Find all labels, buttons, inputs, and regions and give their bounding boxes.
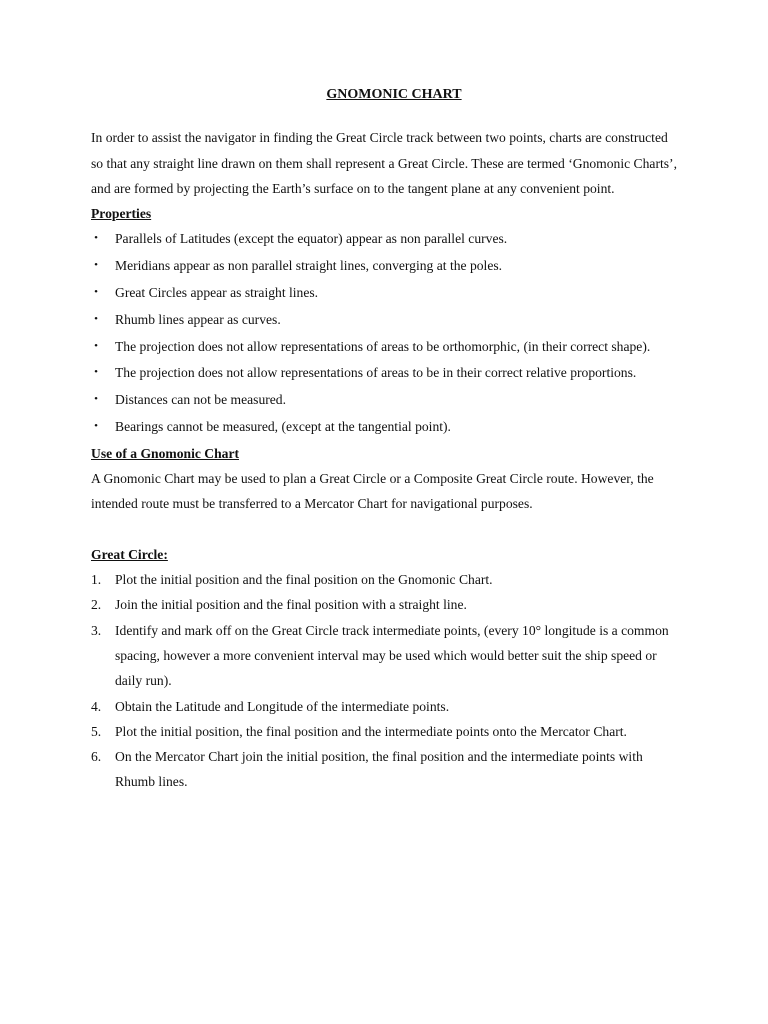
use-heading: Use of a Gnomonic Chart xyxy=(91,445,240,461)
bullet-icon: • xyxy=(94,393,98,406)
step-text: Identify and mark off on the Great Circle track intermediate points, (every 10° longitude is a common spacing, however a more convenient interval may be used which would better suit the ship speed or daily run). xyxy=(115,622,669,689)
document-title: GNOMONIC CHART xyxy=(326,87,462,102)
intro-paragraph: In order to assist the navigator in finding the Great Circle track between two points, charts are constructed so that any straight line drawn on them shall represent a Great Circle. These are termed ‘Gnomonic Charts’, and are formed by projecting the Earth’s surface on to the tangent plane at any convenient point. xyxy=(91,130,677,196)
list-item xyxy=(91,744,681,795)
step-number: 1. xyxy=(91,572,102,588)
list-item xyxy=(91,414,681,439)
bullet-icon: • xyxy=(94,420,98,433)
step-text: Join the initial position and the final position with a straight line. xyxy=(115,597,467,613)
use-paragraph: A Gnomonic Chart may be used to plan a Great Circle or a Composite Great Circle route. However, the intended route must be transferred to a Mercator Chart for navigational purposes. xyxy=(91,471,654,512)
list-item xyxy=(91,280,681,305)
list-item xyxy=(91,253,681,278)
list-item xyxy=(91,360,681,385)
bullet-icon: • xyxy=(94,259,98,272)
list-item xyxy=(91,592,681,617)
step-number: 5. xyxy=(91,723,102,739)
list-item-text: Great Circles appear as straight lines. xyxy=(115,285,319,301)
step-text: Plot the initial position and the final position on the Gnomonic Chart. xyxy=(115,572,493,588)
document-page xyxy=(91,82,681,795)
list-item-text: The projection does not allow representations of areas to be in their correct relative proportions. xyxy=(115,365,637,381)
list-item xyxy=(91,567,681,592)
bullet-icon: • xyxy=(94,232,98,245)
list-item xyxy=(91,334,681,359)
step-number: 6. xyxy=(91,749,102,765)
step-number: 2. xyxy=(91,597,102,613)
step-text: On the Mercator Chart join the initial position, the final position and the intermediate points with Rhumb lines. xyxy=(115,749,643,790)
list-item-text: Rhumb lines appear as curves. xyxy=(115,311,281,327)
step-number: 4. xyxy=(91,698,102,714)
list-item xyxy=(91,307,681,332)
list-item-text: Distances can not be measured. xyxy=(115,392,286,408)
list-item-text: Meridians appear as non parallel straight lines, converging at the poles. xyxy=(115,258,503,274)
list-item xyxy=(91,719,681,744)
bullet-icon: • xyxy=(94,339,98,352)
properties-heading: Properties xyxy=(91,206,152,222)
list-item xyxy=(91,618,681,694)
step-text: Plot the initial position, the final position and the intermediate points onto the Mercator Chart. xyxy=(115,723,627,739)
list-item xyxy=(91,226,681,251)
bullet-icon: • xyxy=(94,312,98,325)
list-item xyxy=(91,694,681,719)
list-item-text: The projection does not allow representations of areas to be orthomorphic, (in their correct shape). xyxy=(115,338,651,354)
list-item-text: Parallels of Latitudes (except the equator) appear as non parallel curves. xyxy=(115,231,508,247)
great-circle-heading: Great Circle: xyxy=(91,546,168,562)
list-item xyxy=(91,387,681,412)
step-number: 3. xyxy=(91,622,102,638)
bullet-icon: • xyxy=(94,286,98,299)
properties-list xyxy=(91,226,681,439)
great-circle-steps xyxy=(91,567,681,795)
list-item-text: Bearings cannot be measured, (except at the tangential point). xyxy=(115,419,451,435)
bullet-icon: • xyxy=(94,366,98,379)
step-text: Obtain the Latitude and Longitude of the intermediate points. xyxy=(115,698,450,714)
section-spacer xyxy=(91,517,681,542)
